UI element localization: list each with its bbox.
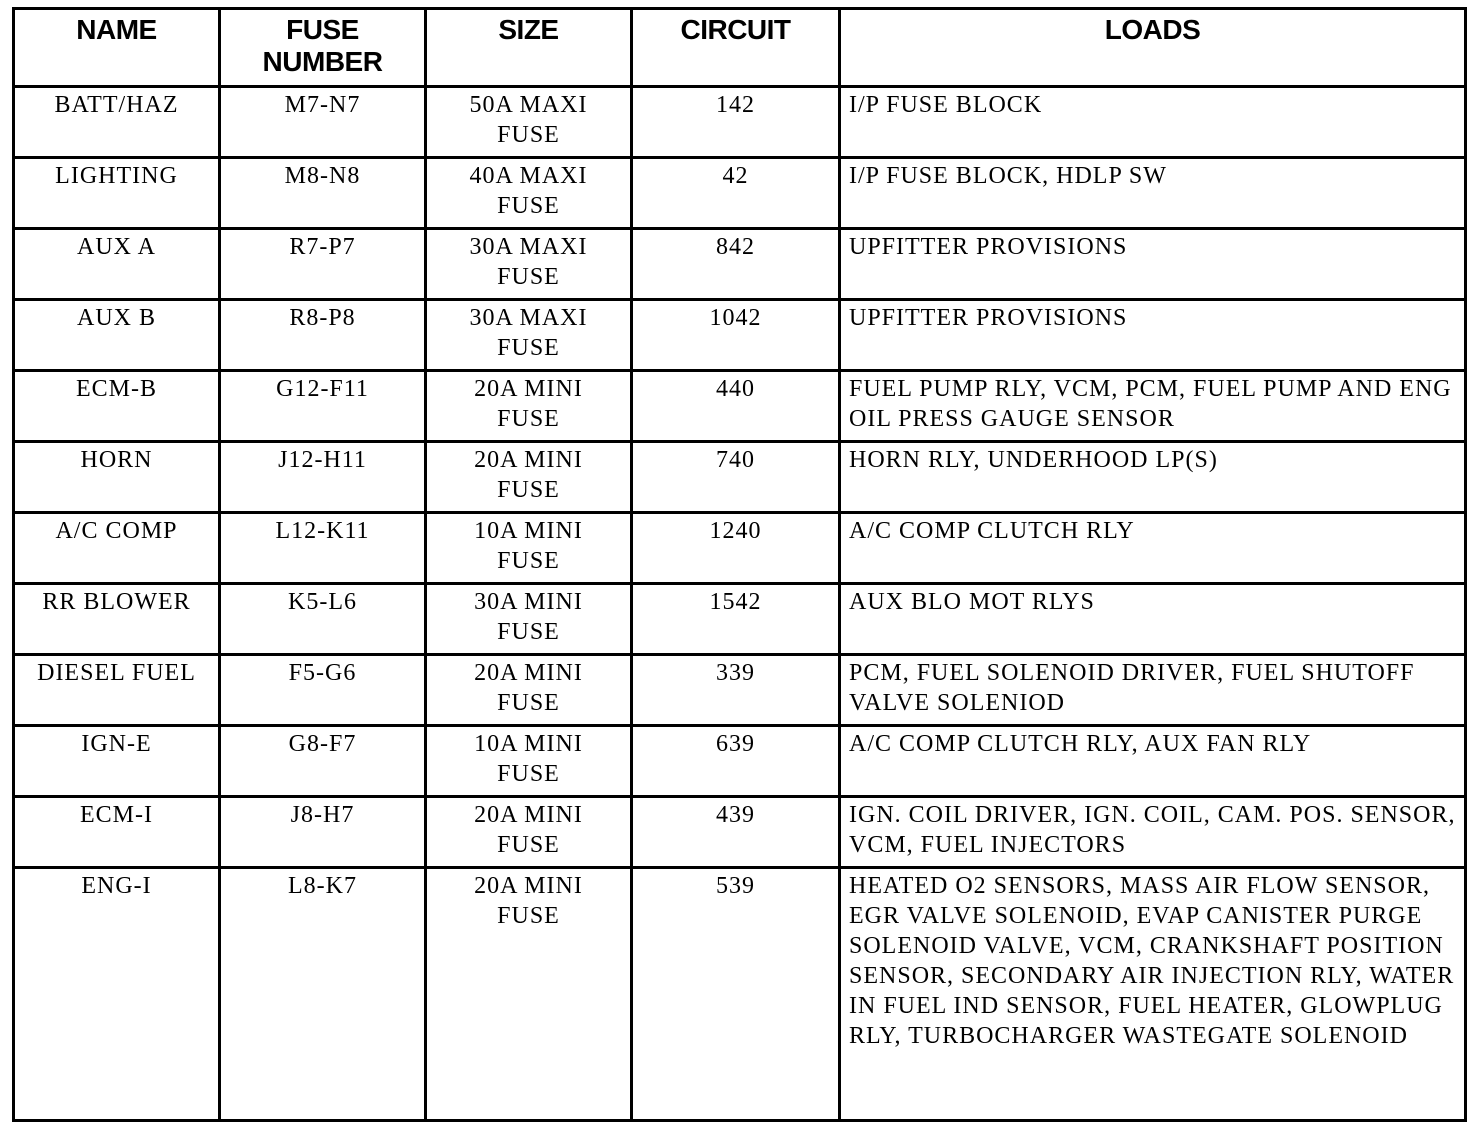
cell-loads: UPFITTER PROVISIONS [840,229,1466,300]
header-size: SIZE [426,9,632,87]
header-row [14,9,1466,87]
cell-name: AUX A [14,229,220,300]
cell-size: 40A MAXI FUSE [426,158,632,229]
cell-fuse-number: M8-N8 [220,158,426,229]
header-loads: LOADS [840,9,1466,87]
header-fuse-number: FUSE NUMBER [220,9,426,87]
cell-circuit: 842 [632,229,840,300]
cell-fuse-number: J8-H7 [220,797,426,868]
cell-name: ENG-I [14,868,220,1121]
table-row [14,868,1466,1121]
cell-size: 10A MINI FUSE [426,726,632,797]
cell-circuit: 339 [632,655,840,726]
table-row [14,584,1466,655]
cell-size: 30A MAXI FUSE [426,229,632,300]
cell-loads: HORN RLY, UNDERHOOD LP(S) [840,442,1466,513]
cell-size: 20A MINI FUSE [426,797,632,868]
cell-name: RR BLOWER [14,584,220,655]
table-row [14,513,1466,584]
cell-loads: IGN. COIL DRIVER, IGN. COIL, CAM. POS. SENSOR, VCM, FUEL INJECTORS [840,797,1466,868]
cell-name: ECM-B [14,371,220,442]
cell-fuse-number: L8-K7 [220,868,426,1121]
cell-size: 50A MAXI FUSE [426,87,632,158]
cell-size: 30A MAXI FUSE [426,300,632,371]
cell-loads: A/C COMP CLUTCH RLY, AUX FAN RLY [840,726,1466,797]
cell-fuse-number: G12-F11 [220,371,426,442]
table-row [14,300,1466,371]
cell-name: DIESEL FUEL [14,655,220,726]
cell-size: 20A MINI FUSE [426,371,632,442]
header-circuit: CIRCUIT [632,9,840,87]
cell-name: IGN-E [14,726,220,797]
cell-loads: A/C COMP CLUTCH RLY [840,513,1466,584]
cell-size: 20A MINI FUSE [426,442,632,513]
cell-name: BATT/HAZ [14,87,220,158]
cell-loads: HEATED O2 SENSORS, MASS AIR FLOW SENSOR, EGR VALVE SOLENOID, EVAP CANISTER PURGE SOLENOID VALVE, VCM, CRANKSHAFT POSITION SENSOR, SECONDARY AIR INJECTION RLY, WATER IN FUEL IND SENSOR, FUEL HEATER, GLOWPLUG RLY, TURBOCHARGER WASTEGATE SOLENOID [840,868,1466,1121]
cell-circuit: 42 [632,158,840,229]
cell-circuit: 1240 [632,513,840,584]
cell-name: AUX B [14,300,220,371]
table-body [14,87,1466,1121]
cell-circuit: 539 [632,868,840,1121]
cell-circuit: 1042 [632,300,840,371]
cell-circuit: 439 [632,797,840,868]
cell-name: A/C COMP [14,513,220,584]
cell-circuit: 142 [632,87,840,158]
table-row [14,797,1466,868]
cell-size: 10A MINI FUSE [426,513,632,584]
cell-fuse-number: J12-H11 [220,442,426,513]
table-row [14,158,1466,229]
table-row [14,655,1466,726]
table-row [14,442,1466,513]
cell-name: ECM-I [14,797,220,868]
cell-name: LIGHTING [14,158,220,229]
cell-fuse-number: F5-G6 [220,655,426,726]
fuse-table [12,7,1467,1122]
table-row [14,87,1466,158]
cell-circuit: 639 [632,726,840,797]
cell-loads: I/P FUSE BLOCK, HDLP SW [840,158,1466,229]
cell-circuit: 440 [632,371,840,442]
cell-fuse-number: L12-K11 [220,513,426,584]
cell-fuse-number: R8-P8 [220,300,426,371]
table-row [14,726,1466,797]
cell-loads: AUX BLO MOT RLYS [840,584,1466,655]
header-name: NAME [14,9,220,87]
cell-size: 20A MINI FUSE [426,655,632,726]
cell-circuit: 740 [632,442,840,513]
cell-fuse-number: K5-L6 [220,584,426,655]
cell-loads: PCM, FUEL SOLENOID DRIVER, FUEL SHUTOFF VALVE SOLENIOD [840,655,1466,726]
cell-fuse-number: M7-N7 [220,87,426,158]
cell-name: HORN [14,442,220,513]
cell-circuit: 1542 [632,584,840,655]
cell-loads: UPFITTER PROVISIONS [840,300,1466,371]
cell-size: 30A MINI FUSE [426,584,632,655]
cell-fuse-number: G8-F7 [220,726,426,797]
table-header [14,9,1466,87]
cell-loads: FUEL PUMP RLY, VCM, PCM, FUEL PUMP AND ENG OIL PRESS GAUGE SENSOR [840,371,1466,442]
cell-loads: I/P FUSE BLOCK [840,87,1466,158]
cell-size: 20A MINI FUSE [426,868,632,1121]
cell-fuse-number: R7-P7 [220,229,426,300]
table-row [14,371,1466,442]
table-row [14,229,1466,300]
